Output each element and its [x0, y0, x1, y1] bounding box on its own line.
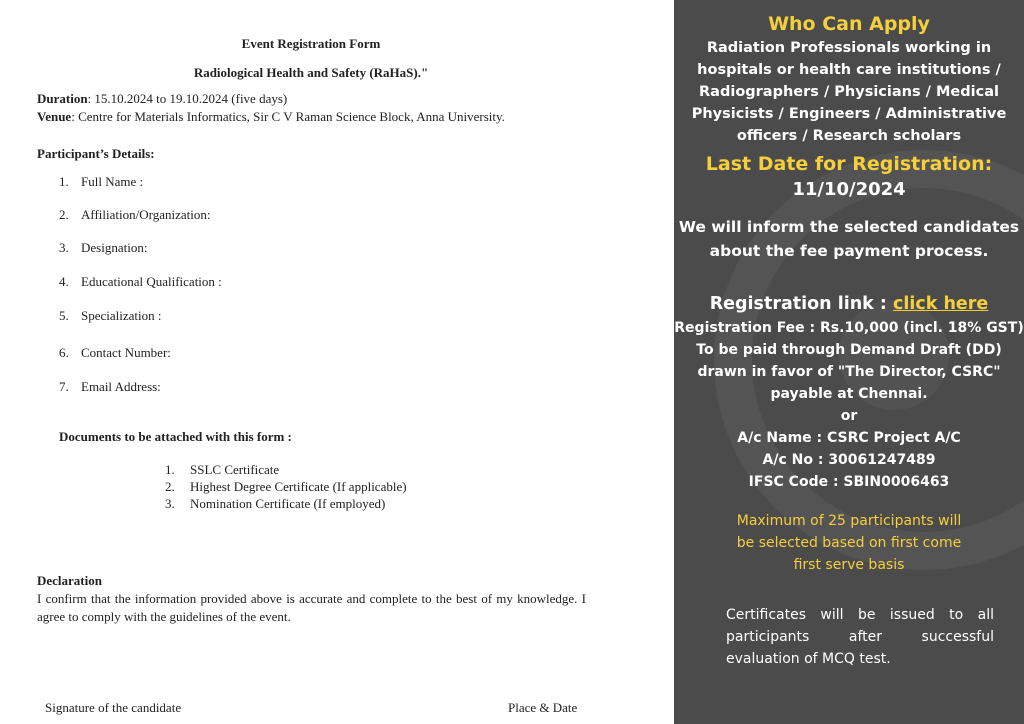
account-name: A/c Name : CSRC Project A/C [737, 430, 961, 446]
registration-link[interactable]: click here [893, 294, 989, 314]
max-participants-line: first serve basis [793, 557, 905, 573]
field-contact-number[interactable] [59, 345, 171, 361]
document-number: 1. [165, 462, 175, 477]
document-label: Highest Degree Certificate (If applicable) [190, 479, 407, 494]
field-designation[interactable] [59, 240, 147, 256]
field-email[interactable] [59, 379, 161, 395]
registration-link-line [674, 291, 1024, 317]
field-label: Specialization : [81, 308, 162, 323]
field-number: 1. [59, 174, 69, 189]
fee-line: drawn in favor of "The Director, CSRC" [697, 364, 1001, 380]
document-item [165, 496, 385, 512]
documents-heading: Documents to be attached with this form : [59, 429, 292, 444]
document-item [165, 479, 407, 495]
field-label: Email Address: [81, 379, 161, 394]
fee-line: or [840, 408, 858, 424]
who-can-apply-heading: Who Can Apply [768, 13, 930, 35]
field-number: 2. [59, 207, 69, 222]
field-label: Designation: [81, 240, 148, 255]
field-full-name[interactable] [59, 174, 143, 190]
last-date-heading: Last Date for Registration: [705, 153, 993, 175]
duration-line [37, 91, 287, 107]
field-label: Educational Qualification : [81, 274, 222, 289]
field-number: 7. [59, 379, 69, 394]
document-label: Nomination Certificate (If employed) [190, 496, 386, 511]
fee-line: Registration Fee : Rs.10,000 (incl. 18% GST) [674, 320, 1024, 336]
field-label: Contact Number: [81, 345, 171, 360]
duration-label: Duration [37, 91, 88, 106]
participant-heading: Participant’s Details: [37, 146, 155, 161]
form-title: Event Registration Form [241, 36, 381, 51]
form-subtitle: Radiological Health and Safety (RaHaS)." [193, 65, 429, 80]
field-number: 5. [59, 308, 69, 323]
field-number: 6. [59, 345, 69, 360]
venue-value: : Centre for Materials Informatics, Sir C V Raman Science Block, Anna University. [71, 109, 505, 124]
fee-line: payable at Chennai. [770, 386, 928, 402]
who-can-apply-line: officers / Research scholars [736, 128, 962, 144]
place-date-label: Place & Date [508, 700, 578, 715]
declaration-text: I confirm that the information provided above is accurate and complete to the best of my knowledge. I agree to comply with the guidelines of the event. [37, 591, 586, 624]
declaration-heading: Declaration [37, 573, 102, 588]
field-number: 4. [59, 274, 69, 289]
field-label: Full Name : [81, 174, 144, 189]
who-can-apply-line: Physicists / Engineers / Administrative [691, 106, 1007, 122]
field-number: 3. [59, 240, 69, 255]
max-participants-line: Maximum of 25 participants will [736, 513, 962, 529]
max-participants-line: be selected based on first come [736, 535, 962, 551]
inform-line: We will inform the selected candidates [678, 218, 1020, 236]
who-can-apply-line: hospitals or health care institutions / [697, 62, 1001, 78]
who-can-apply-line: Radiographers / Physicians / Medical [699, 84, 999, 100]
document-label: SSLC Certificate [190, 462, 280, 477]
info-panel [674, 0, 1024, 724]
field-education[interactable] [59, 274, 222, 290]
document-number: 3. [165, 496, 175, 511]
document-item [165, 462, 279, 478]
field-affiliation[interactable] [59, 207, 211, 223]
field-label: Affiliation/Organization: [81, 207, 211, 222]
registration-link-label: Registration link : [709, 294, 893, 314]
venue-label: Venue [37, 109, 72, 124]
ifsc-code: IFSC Code : SBIN0006463 [748, 474, 950, 490]
account-number: A/c No : 30061247489 [762, 452, 936, 468]
field-specialization[interactable] [59, 308, 162, 324]
last-date-value: 11/10/2024 [792, 179, 906, 200]
signature-label: Signature of the candidate [45, 700, 182, 715]
venue-line [37, 109, 505, 125]
fee-line: To be paid through Demand Draft (DD) [696, 342, 1002, 358]
inform-line: about the fee payment process. [709, 242, 989, 260]
who-can-apply-line: Radiation Professionals working in [706, 40, 992, 56]
duration-value: : 15.10.2024 to 19.10.2024 (five days) [87, 91, 288, 106]
document-number: 2. [165, 479, 175, 494]
certificate-note: Certificates will be issued to all participants after successful evaluation of MCQ test. [726, 607, 994, 667]
